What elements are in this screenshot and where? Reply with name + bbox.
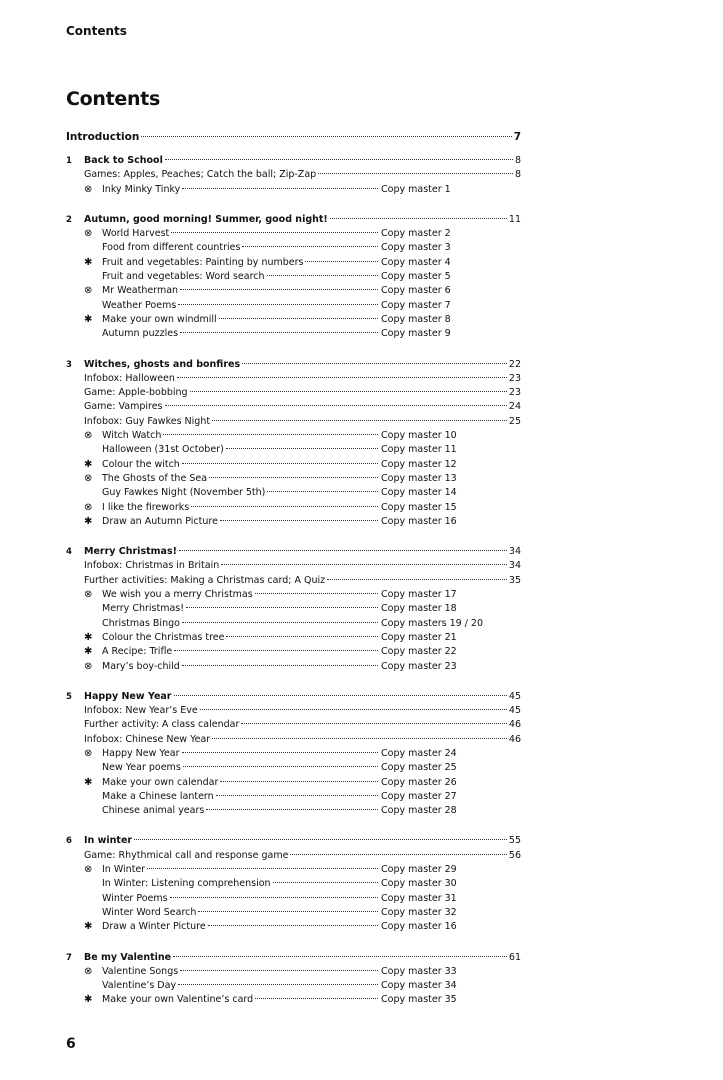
toc-entry-title: Game: Apple-bobbing	[84, 387, 188, 399]
copy-master-label: Copy master 3	[381, 242, 451, 254]
toc-copy-master-entry[interactable]	[66, 602, 521, 616]
toc-entry-title: Inky Minky Tinky	[102, 183, 181, 195]
cd-icon: ⊗	[84, 747, 93, 759]
page-title: Contents	[66, 88, 161, 110]
dot-leader	[255, 592, 378, 594]
copy-master-label: Copy master 5	[381, 271, 451, 283]
page-number: 6	[66, 1036, 76, 1052]
section-number: 7	[66, 952, 72, 963]
toc-entry-title-wrap	[102, 602, 380, 616]
dot-leader	[165, 404, 507, 406]
toc-copy-master-entry[interactable]	[66, 645, 521, 659]
toc-entry-title: Introduction	[66, 131, 140, 143]
cd-icon: ⊗	[84, 285, 93, 297]
toc-page-number: 23	[508, 372, 521, 384]
copy-master-label: Copy master 25	[381, 762, 457, 774]
toc-entry-title-wrap	[102, 965, 380, 979]
dot-leader	[242, 245, 378, 247]
toc-entry-title-wrap	[102, 631, 380, 645]
toc-copy-master-entry[interactable]	[66, 458, 521, 472]
copy-master-label: Copy master 1	[381, 183, 451, 195]
toc-entry-title: Valentine’s Day	[102, 980, 177, 992]
copy-master-label: Copy master 14	[381, 487, 457, 499]
dot-leader	[267, 274, 378, 276]
star-icon: ✱	[84, 458, 93, 470]
copy-master-label: Copy master 15	[381, 501, 457, 513]
dot-leader	[191, 505, 378, 507]
toc-entry-title-wrap	[102, 660, 380, 674]
toc-entry-title-wrap	[102, 790, 380, 804]
star-icon: ✱	[84, 515, 93, 527]
toc-page-number: 46	[508, 719, 521, 731]
toc-entry[interactable]	[66, 372, 521, 386]
dot-leader	[226, 635, 378, 637]
dot-leader	[147, 867, 378, 869]
toc-entry-title-wrap	[102, 313, 380, 327]
toc-entry-title: Witch Watch	[102, 430, 162, 442]
star-icon: ✱	[84, 921, 93, 933]
toc-page-number: 11	[508, 213, 521, 225]
toc-copy-master-entry[interactable]	[66, 284, 521, 298]
toc-entry-title-wrap	[102, 515, 380, 529]
toc-entry[interactable]	[66, 400, 521, 414]
copy-master-label: Copy master 32	[381, 906, 457, 918]
toc-copy-master-entry[interactable]	[66, 270, 521, 284]
cd-icon: ⊗	[84, 501, 93, 513]
dot-leader	[186, 606, 378, 608]
dot-leader	[165, 158, 513, 160]
toc-entry-title-wrap	[102, 747, 380, 761]
toc-copy-master-entry[interactable]	[66, 313, 521, 327]
toc-entry-title: Christmas Bingo	[102, 617, 180, 629]
dot-leader	[182, 187, 378, 189]
toc-page-number: 34	[508, 560, 521, 572]
dot-leader	[180, 969, 378, 971]
toc-section	[66, 951, 521, 1008]
toc-entry-title: Guy Fawkes Night (November 5th)	[102, 487, 266, 499]
dot-leader	[177, 376, 507, 378]
toc-copy-master-entry[interactable]	[66, 183, 521, 197]
dot-leader	[182, 462, 378, 464]
copy-master-label: Copy master 2	[381, 228, 451, 240]
toc-entry-title-wrap	[102, 458, 380, 472]
dot-leader	[182, 664, 378, 666]
dot-leader	[141, 135, 511, 137]
toc-entry-title-wrap	[102, 256, 380, 270]
toc-entry-title-wrap	[102, 486, 380, 500]
dot-leader	[200, 708, 507, 710]
toc-copy-master-entry[interactable]	[66, 617, 521, 631]
toc-entry-title: Halloween (31st October)	[102, 444, 224, 456]
toc-entry-title-wrap	[102, 183, 380, 197]
copy-master-label: Copy master 26	[381, 776, 457, 788]
dot-leader	[190, 390, 507, 392]
section-title: Happy New Year	[84, 690, 172, 702]
dot-leader	[330, 217, 507, 219]
dot-leader	[216, 794, 378, 796]
dot-leader	[174, 694, 507, 696]
toc-copy-master-entry[interactable]	[66, 965, 521, 979]
dot-leader	[219, 317, 378, 319]
toc-entry-title: Further activities: Making a Christmas card; A Quiz	[84, 574, 326, 586]
toc-entry-title: Colour the Christmas tree	[102, 631, 225, 643]
toc-page-number: 45	[508, 705, 521, 717]
dot-leader	[241, 722, 507, 724]
copy-master-label: Copy masters 19 / 20	[381, 617, 484, 629]
toc-copy-master-entry[interactable]	[66, 486, 521, 500]
section-number: 1	[66, 156, 72, 166]
toc-page-number: 35	[508, 574, 521, 586]
toc-entry-title-wrap	[102, 892, 380, 906]
section-title: Witches, ghosts and bonfires	[84, 358, 241, 370]
copy-master-label: Copy master 9	[381, 328, 451, 340]
star-icon: ✱	[84, 646, 93, 658]
toc-copy-master-entry[interactable]	[66, 804, 521, 818]
toc-entry-title-wrap	[102, 920, 380, 934]
cd-icon: ⊗	[84, 660, 93, 672]
copy-master-label: Copy master 8	[381, 313, 451, 325]
dot-leader	[182, 751, 378, 753]
section-number: 3	[66, 359, 72, 370]
toc-copy-master-entry[interactable]	[66, 327, 521, 341]
copy-master-label: Copy master 18	[381, 603, 457, 615]
toc-entry-title: Draw an Autumn Picture	[102, 515, 218, 527]
copy-master-label: Copy master 21	[381, 631, 457, 643]
toc-entry-title: We wish you a merry Christmas	[102, 589, 253, 601]
toc-page-number: 55	[508, 835, 521, 847]
toc-copy-master-entry[interactable]	[66, 443, 521, 457]
dot-leader	[174, 649, 378, 651]
dot-leader	[198, 910, 378, 912]
dot-leader	[212, 419, 507, 421]
toc-page-number: 8	[514, 169, 521, 181]
dot-leader	[290, 853, 506, 855]
toc-entry-title: In Winter: Listening comprehension	[102, 878, 271, 890]
toc-copy-master-entry[interactable]	[66, 906, 521, 920]
toc-entry[interactable]	[66, 574, 521, 588]
dot-leader	[178, 983, 378, 985]
toc-entry[interactable]	[66, 733, 521, 747]
toc-entry-title: World Harvest	[102, 228, 170, 240]
toc-entry-title: Infobox: New Year’s Eve	[84, 705, 198, 717]
toc-copy-master-entry[interactable]	[66, 588, 521, 602]
copy-master-label: Copy master 6	[381, 285, 451, 297]
toc-entry-title: Game: Vampires	[84, 401, 163, 413]
copy-master-label: Copy master 35	[381, 994, 457, 1006]
copy-master-label: Copy master 23	[381, 660, 457, 672]
toc-entry-title-wrap	[102, 645, 380, 659]
toc-entry-title-wrap	[102, 284, 380, 298]
dot-leader	[206, 808, 378, 810]
star-icon: ✱	[84, 256, 93, 268]
copy-master-label: Copy master 16	[381, 921, 457, 933]
dot-leader	[182, 621, 378, 623]
cd-icon: ⊗	[84, 589, 93, 601]
copy-master-label: Copy master 34	[381, 980, 457, 992]
dot-leader	[255, 997, 378, 999]
copy-master-label: Copy master 30	[381, 878, 457, 890]
toc-entry-title: Make your own calendar	[102, 776, 219, 788]
toc-entry-title: A Recipe: Trifle	[102, 646, 173, 658]
dot-leader	[220, 780, 378, 782]
toc-page-number: 34	[508, 546, 521, 558]
dot-leader	[173, 955, 507, 957]
toc-section-heading[interactable]	[66, 358, 521, 372]
toc-copy-master-entry[interactable]	[66, 501, 521, 515]
toc-section-heading[interactable]	[66, 690, 521, 704]
toc-entry-title: In Winter	[102, 864, 146, 876]
dot-leader	[180, 288, 378, 290]
toc-entry-title-wrap	[102, 761, 380, 775]
toc-entry-title: I like the fireworks	[102, 501, 190, 513]
toc-entry-title-wrap	[102, 979, 380, 993]
dot-leader	[305, 260, 378, 262]
toc-entry-title-wrap	[102, 804, 380, 818]
toc-entry-title: Make a Chinese lantern	[102, 790, 214, 802]
toc-copy-master-entry[interactable]	[66, 747, 521, 761]
toc-copy-master-entry[interactable]	[66, 776, 521, 790]
toc-copy-master-entry[interactable]	[66, 761, 521, 775]
copy-master-label: Copy master 12	[381, 458, 457, 470]
dot-leader	[327, 578, 507, 580]
cd-icon: ⊗	[84, 965, 93, 977]
toc-page-number: 23	[508, 387, 521, 399]
toc-entry-title-wrap	[102, 241, 380, 255]
dot-leader	[170, 896, 378, 898]
dot-leader	[178, 303, 378, 305]
toc-entry-title: Infobox: Christmas in Britain	[84, 560, 220, 572]
copy-master-label: Copy master 22	[381, 646, 457, 658]
toc-entry-title: Mr Weatherman	[102, 285, 179, 297]
section-title: Be my Valentine	[84, 951, 172, 963]
toc-section	[66, 834, 521, 934]
section-number: 4	[66, 547, 72, 558]
section-title: In winter	[84, 835, 133, 847]
section-number: 2	[66, 214, 72, 225]
toc-section	[66, 154, 521, 197]
toc-entry[interactable]	[66, 704, 521, 718]
dot-leader	[273, 881, 378, 883]
toc-page-number: 25	[508, 415, 521, 427]
star-icon: ✱	[84, 313, 93, 325]
toc-section-heading[interactable]	[66, 213, 521, 227]
toc-entry-title-wrap	[102, 501, 380, 515]
toc-entry-title: Food from different countries	[102, 242, 241, 254]
toc-section	[66, 213, 521, 342]
toc-entry[interactable]	[66, 559, 521, 573]
toc-entry-title: The Ghosts of the Sea	[102, 472, 208, 484]
toc-entry[interactable]	[66, 168, 521, 182]
toc-entry-title-wrap	[102, 472, 380, 486]
toc-copy-master-entry[interactable]	[66, 472, 521, 486]
toc-section-heading[interactable]	[66, 154, 521, 168]
toc-entry-title: Infobox: Halloween	[84, 372, 175, 384]
cd-icon: ⊗	[84, 183, 93, 195]
table-of-contents	[66, 130, 521, 1024]
toc-entry-title: Games: Apples, Peaches; Catch the ball; Zip-Zap	[84, 169, 317, 181]
toc-page-number: 61	[508, 951, 521, 963]
toc-entry-title: Happy New Year	[102, 747, 180, 759]
toc-copy-master-entry[interactable]	[66, 863, 521, 877]
dot-leader	[179, 549, 507, 551]
toc-page-number: 46	[508, 733, 521, 745]
copy-master-label: Copy master 28	[381, 805, 457, 817]
dot-leader	[267, 490, 378, 492]
toc-copy-master-entry[interactable]	[66, 877, 521, 891]
toc-entry-title-wrap	[102, 429, 380, 443]
cd-icon: ⊗	[84, 864, 93, 876]
dot-leader	[208, 924, 378, 926]
dot-leader	[163, 433, 378, 435]
toc-entry-title-wrap	[102, 993, 380, 1007]
cd-icon: ⊗	[84, 472, 93, 484]
toc-entry-title-wrap	[102, 617, 380, 631]
dot-leader	[221, 563, 507, 565]
running-head: Contents	[66, 24, 127, 38]
copy-master-label: Copy master 4	[381, 256, 451, 268]
dot-leader	[242, 362, 507, 364]
toc-entry-title: Mary’s boy-child	[102, 660, 180, 672]
copy-master-label: Copy master 10	[381, 430, 457, 442]
dot-leader	[183, 765, 378, 767]
toc-entry-title-wrap	[102, 227, 380, 241]
toc-page-number: 45	[508, 690, 521, 702]
toc-entry-title: Autumn puzzles	[102, 328, 179, 340]
toc-introduction-row[interactable]	[66, 130, 521, 146]
toc-copy-master-entry[interactable]	[66, 790, 521, 804]
toc-entry[interactable]	[66, 718, 521, 732]
toc-entry-title: Fruit and vegetables: Painting by numbers	[102, 256, 304, 268]
toc-entry-title-wrap	[102, 270, 380, 284]
toc-entry-title: Chinese animal years	[102, 805, 205, 817]
toc-entry-title: Make your own windmill	[102, 313, 217, 325]
copy-master-label: Copy master 7	[381, 299, 451, 311]
toc-entry-title: Colour the witch	[102, 458, 180, 470]
copy-master-label: Copy master 13	[381, 472, 457, 484]
copy-master-label: Copy master 16	[381, 515, 457, 527]
toc-section	[66, 545, 521, 674]
toc-entry[interactable]	[66, 415, 521, 429]
toc-entry-title-wrap	[102, 327, 380, 341]
toc-section-heading[interactable]	[66, 951, 521, 965]
toc-section-heading[interactable]	[66, 545, 521, 559]
copy-master-label: Copy master 11	[381, 444, 457, 456]
toc-entry-title: Valentine Songs	[102, 965, 179, 977]
toc-entry-title: Fruit and vegetables: Word search	[102, 271, 265, 283]
toc-page-number: 8	[514, 155, 521, 166]
toc-copy-master-entry[interactable]	[66, 241, 521, 255]
section-title: Merry Christmas!	[84, 546, 177, 558]
toc-entry-title-wrap	[102, 776, 380, 790]
toc-entry-title-wrap	[102, 906, 380, 920]
toc-entry-title-wrap	[102, 299, 380, 313]
toc-copy-master-entry[interactable]	[66, 993, 521, 1007]
toc-page-number: 22	[508, 358, 521, 370]
toc-page-number: 7	[513, 131, 521, 143]
star-icon: ✱	[84, 994, 93, 1006]
section-title: Back to School	[84, 155, 163, 166]
toc-page-number: 56	[508, 849, 521, 861]
copy-master-label: Copy master 31	[381, 892, 457, 904]
dot-leader	[212, 737, 507, 739]
section-title: Autumn, good morning! Summer, good night!	[84, 213, 328, 225]
toc-copy-master-entry[interactable]	[66, 299, 521, 313]
toc-entry-title: Winter Word Search	[102, 906, 197, 918]
toc-entry-title: Further activity: A class calendar	[84, 719, 240, 731]
copy-master-label: Copy master 29	[381, 864, 457, 876]
copy-master-label: Copy master 24	[381, 747, 457, 759]
toc-copy-master-entry[interactable]	[66, 227, 521, 241]
toc-section	[66, 690, 521, 819]
dot-leader	[318, 172, 513, 174]
toc-copy-master-entry[interactable]	[66, 429, 521, 443]
toc-entry[interactable]	[66, 849, 521, 863]
toc-copy-master-entry[interactable]	[66, 892, 521, 906]
section-number: 5	[66, 691, 72, 702]
star-icon: ✱	[84, 631, 93, 643]
toc-entry-title: New Year poems	[102, 762, 181, 774]
dot-leader	[134, 838, 507, 840]
dot-leader	[171, 231, 378, 233]
toc-entry-title: Winter Poems	[102, 892, 168, 904]
toc-entry-title-wrap	[102, 863, 380, 877]
toc-entry-title-wrap	[102, 443, 380, 457]
dot-leader	[180, 331, 378, 333]
dot-leader	[220, 519, 378, 521]
copy-master-label: Copy master 33	[381, 965, 457, 977]
cd-icon: ⊗	[84, 430, 93, 442]
copy-master-label: Copy master 27	[381, 790, 457, 802]
toc-entry-title: Weather Poems	[102, 299, 177, 311]
toc-entry-title: Make your own Valentine’s card	[102, 994, 254, 1006]
dot-leader	[226, 447, 378, 449]
cd-icon: ⊗	[84, 228, 93, 240]
toc-entry-title: Game: Rhythmical call and response game	[84, 849, 289, 861]
toc-entry-title-wrap	[102, 588, 380, 602]
toc-copy-master-entry[interactable]	[66, 631, 521, 645]
toc-copy-master-entry[interactable]	[66, 256, 521, 270]
toc-section-heading[interactable]	[66, 834, 521, 848]
star-icon: ✱	[84, 776, 93, 788]
toc-entry[interactable]	[66, 386, 521, 400]
toc-entry-title: Infobox: Chinese New Year	[84, 733, 211, 745]
toc-copy-master-entry[interactable]	[66, 515, 521, 529]
toc-entry-title: Infobox: Guy Fawkes Night	[84, 415, 211, 427]
toc-page-number: 24	[508, 401, 521, 413]
toc-copy-master-entry[interactable]	[66, 920, 521, 934]
toc-copy-master-entry[interactable]	[66, 660, 521, 674]
section-number: 6	[66, 836, 72, 847]
toc-entry-title-wrap	[102, 877, 380, 891]
toc-entry-title: Draw a Winter Picture	[102, 921, 206, 933]
toc-entry-title: Merry Christmas!	[102, 603, 185, 615]
toc-section	[66, 358, 521, 530]
copy-master-label: Copy master 17	[381, 589, 457, 601]
toc-copy-master-entry[interactable]	[66, 979, 521, 993]
dot-leader	[209, 476, 378, 478]
